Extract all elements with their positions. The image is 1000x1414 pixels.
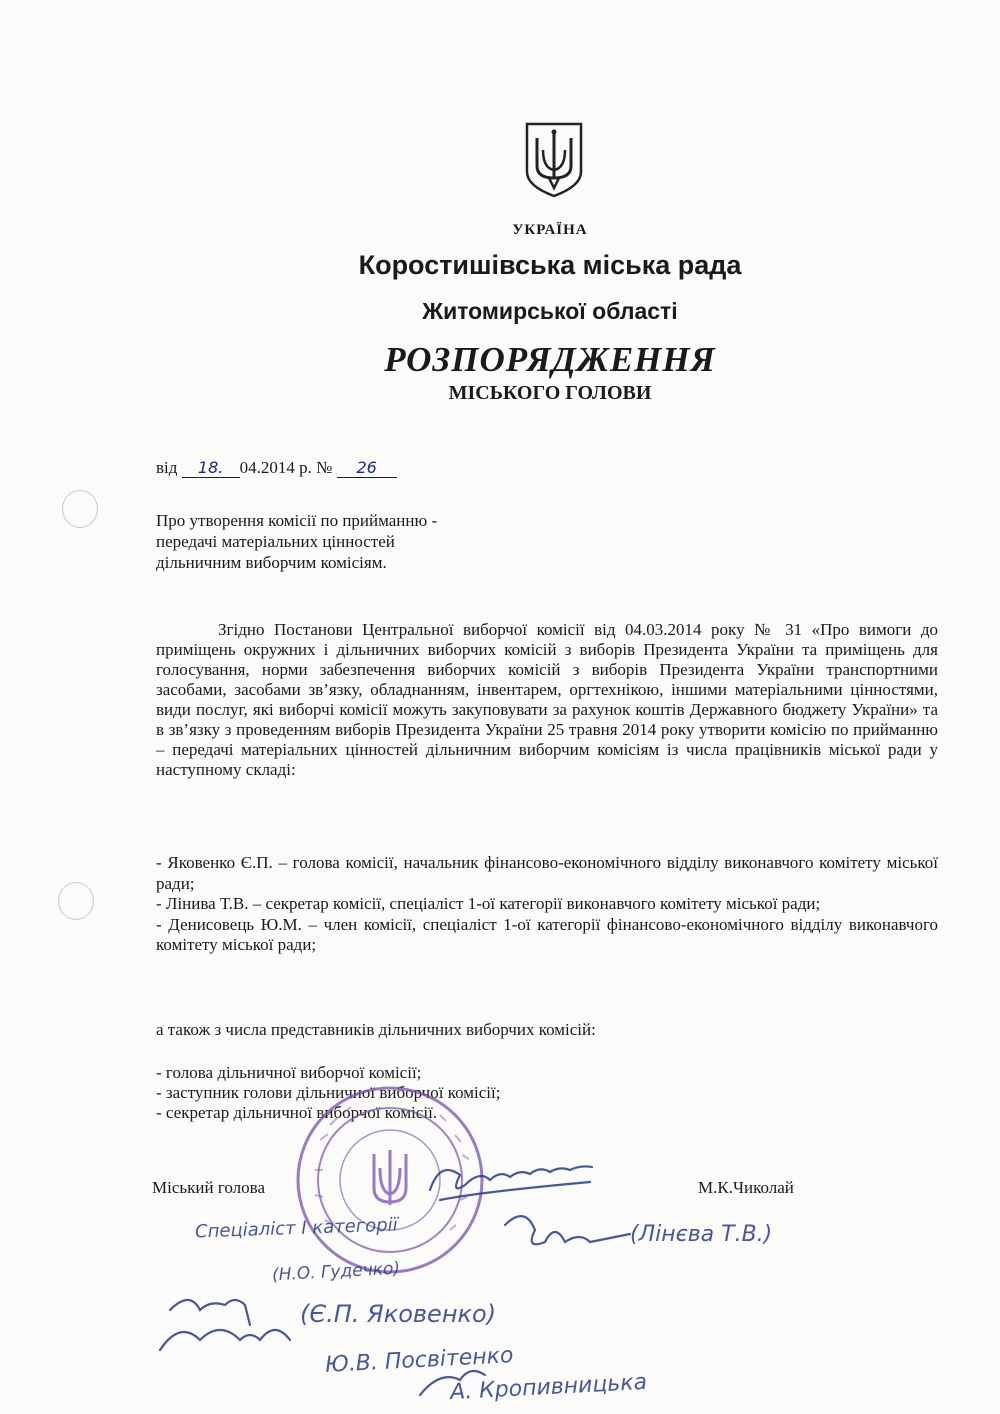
subject-line: передачі матеріальних цінностей [156,532,395,551]
region-name: Житомирської області [422,298,678,324]
subject-line: Про утворення комісії по прийманню - [156,511,438,530]
council-name: Коростишівська міська рада [358,250,742,280]
handwritten-note: (Є.П. Яковенко) [300,1300,497,1328]
representative-item: - голова дільничної виборчої комісії; [156,1063,422,1082]
handwritten-note: А. Кропивницька [449,1369,648,1406]
member-item: - Яковенко Є.П. – голова комісії, начальник фінансово-економічного відділу виконавчого комітету міської ради; [156,853,938,893]
representative-item: - заступник голови дільничної виборчої комісії; [156,1083,501,1102]
member-item: - Лінива Т.В. – секретар комісії, спеціаліст 1-ої категорії виконавчого комітету міської ради; [156,894,821,913]
date-prefix: від [156,458,178,477]
date-rest: 04.2014 р. № [239,458,333,477]
country-name: УКРАЇНА [512,222,588,238]
signature-role: Міський голова [152,1178,265,1197]
punch-hole-mark [58,882,94,920]
also-line: а також з числа представників дільничних виборчих комісій: [156,1020,596,1039]
date-day-handwritten: 18. [182,458,240,478]
subject-line: дільничним виборчим комісіям. [156,553,387,572]
signature-name: М.К.Чиколай [698,1178,794,1197]
body-paragraph: Згідно Постанови Центральної виборчої комісії від 04.03.2014 року № 31 «Про вимоги до приміщень окружних і дільничних виборчих комісій з виборів Президента України та приміщень для голосування, норми забезпечення виборчих комісій з виборів Президента України транспортними засобами, засобами зв’язку, обладнанням, інвентарем, оргтехнікою, іншими матеріальними цінностями, види послуг, які виборчі комісії можуть закуповувати за рахунок коштів Державного бюджету України» та в зв’язку з проведенням виборів Президента України 25 травня 2014 року утворити комісію по прийманню – передачі матеріальних цінностей дільничним виборчим комісіям із числа працівників міської ради у наступному складі: [156,620,938,779]
handwritten-note: (Лінєва Т.В.) [630,1222,773,1247]
handwritten-note: Ю.В. Посвітенко [324,1343,515,1378]
handwritten-note: Спеціаліст І категорії [194,1214,399,1243]
handwritten-note: (Н.О. Гудечко) [271,1258,401,1286]
document-number-handwritten: 26 [337,458,397,478]
member-item: - Денисовець Ю.М. – член комісії, спеціаліст 1-ої категорії фінансово-економічного відділу виконавчого комітету міської ради; [156,914,938,954]
document-subtype: МІСЬКОГО ГОЛОВИ [448,382,652,404]
representative-item: - секретар дільничної виборчої комісії. [156,1103,438,1122]
punch-hole-mark [62,490,98,528]
document-type: РОЗПОРЯДЖЕННЯ [384,340,716,379]
